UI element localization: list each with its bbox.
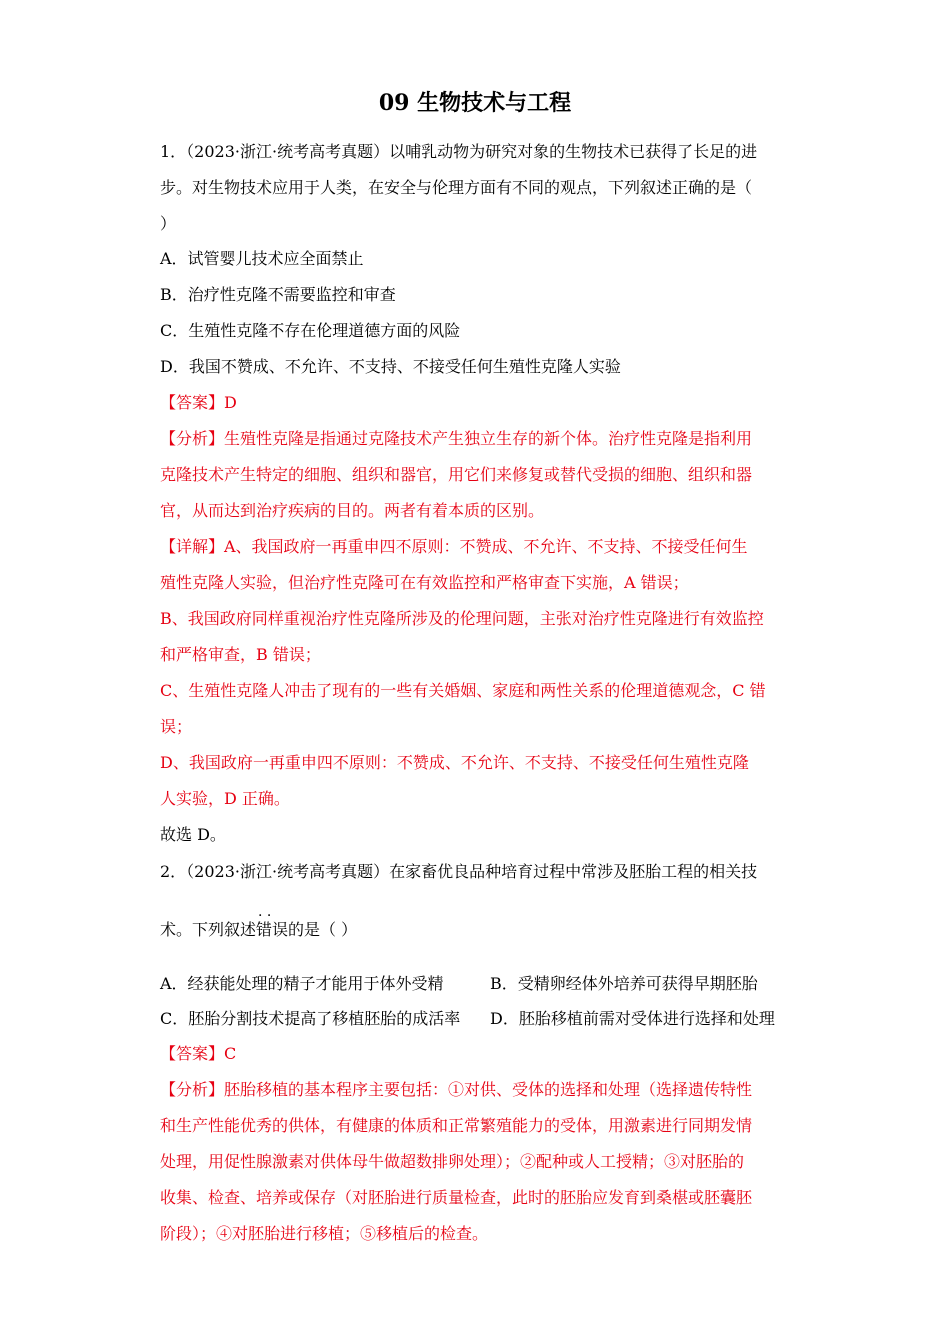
- page-title: 09 生物技术与工程: [378, 90, 572, 116]
- q2-analysis-line: 处理，用促性腺激素对供体母牛做超数排卵处理）；②配种或人工授精；③对胚胎的: [160, 1152, 745, 1171]
- q2-emphasis-word: · · 错误: [256, 912, 288, 948]
- q1-detail-line: 殖性克隆人实验，但治疗性克隆可在有效监控和严格审查下实施，A 错误；: [160, 573, 689, 592]
- q1-detail-line: B、我国政府同样重视治疗性克隆所涉及的伦理问题，主张对治疗性克隆进行有效监控: [160, 609, 764, 628]
- q2-answer: 【答案】C: [160, 1044, 237, 1063]
- q1-detail-line: 误；: [160, 717, 193, 736]
- q2-analysis-line: 和生产性能优秀的供体，有健康的体质和正常繁殖能力的受体，用激素进行同期发情: [160, 1116, 753, 1135]
- q1-analysis-line: 【分析】生殖性克隆是指通过克隆技术产生独立生存的新个体。治疗性克隆是指利用: [160, 429, 753, 448]
- q1-detail-line: C、生殖性克隆人冲击了现有的一些有关婚姻、家庭和两性关系的伦理道德观念，C 错: [160, 681, 766, 700]
- q1-analysis-line: 官，从而达到治疗疾病的目的。两者有着本质的区别。: [160, 501, 545, 520]
- q1-option-d: D．我国不赞成、不允许、不支持、不接受任何生殖性克隆人实验: [160, 357, 621, 376]
- q1-detail-line: 和严格审查，B 错误；: [160, 645, 321, 664]
- q1-answer: 【答案】D: [160, 393, 237, 412]
- q2-option-a: A．经获能处理的精子才能用于体外受精: [160, 974, 444, 993]
- q2-option-b: B．受精卵经体外培养可获得早期胚胎: [490, 974, 758, 993]
- q2-analysis-line: 收集、检查、培养或保存（对胚胎进行质量检查，此时的胚胎应发育到桑椹或胚囊胚: [160, 1188, 753, 1207]
- question-2-solution: [160, 1036, 792, 1252]
- q1-detail-line: 人实验，D 正确。: [160, 789, 290, 808]
- q2-stem-line-2: [160, 912, 792, 948]
- q2-stem-pre: 术。下列叙述: [160, 920, 257, 939]
- q1-stem-line: 步。对生物技术应用于人类，在安全与伦理方面有不同的观点，下列叙述正确的是（: [160, 178, 753, 197]
- q1-analysis-line: 克隆技术产生特定的细胞、组织和器官，用它们来修复或替代受损的细胞、组织和器: [160, 465, 753, 484]
- q1-stem-line: 1．（2023·浙江·统考高考真题）以哺乳动物为研究对象的生物技术已获得了长足的进: [160, 142, 758, 161]
- q1-stem-line: ）: [160, 214, 177, 233]
- question-1: [160, 134, 792, 853]
- q1-detail-line: D、我国政府一再重申四不原则：不赞成、不允许、不支持、不接受任何生殖性克隆: [160, 753, 749, 772]
- q1-detail-line: 【详解】A、我国政府一再重申四不原则：不赞成、不允许、不支持、不接受任何生: [160, 537, 748, 556]
- q1-option-c: C．生殖性克隆不存在伦理道德方面的风险: [160, 321, 461, 340]
- q1-option-a: A．试管婴儿技术应全面禁止: [160, 249, 364, 268]
- q2-stem-post: 的是（ ）: [288, 920, 358, 939]
- question-2-stem: [160, 854, 792, 948]
- q1-option-b: B．治疗性克隆不需要监控和审查: [160, 285, 396, 304]
- q1-conclusion: 故选 D。: [160, 825, 226, 844]
- q2-option-d: D．胚胎移植前需对受体进行选择和处理: [490, 1009, 775, 1028]
- q2-analysis-line: 阶段）；④对胚胎进行移植；⑤移植后的检查。: [160, 1224, 489, 1243]
- q2-stem-line: 2．（2023·浙江·统考高考真题）在家畜优良品种培育过程中常涉及胚胎工程的相关技: [160, 862, 758, 881]
- q2-analysis-line: 【分析】胚胎移植的基本程序主要包括：①对供、受体的选择和处理（选择遗传特性: [160, 1080, 753, 1099]
- q2-option-c: C．胚胎分割技术提高了移植胚胎的成活率: [160, 1009, 461, 1028]
